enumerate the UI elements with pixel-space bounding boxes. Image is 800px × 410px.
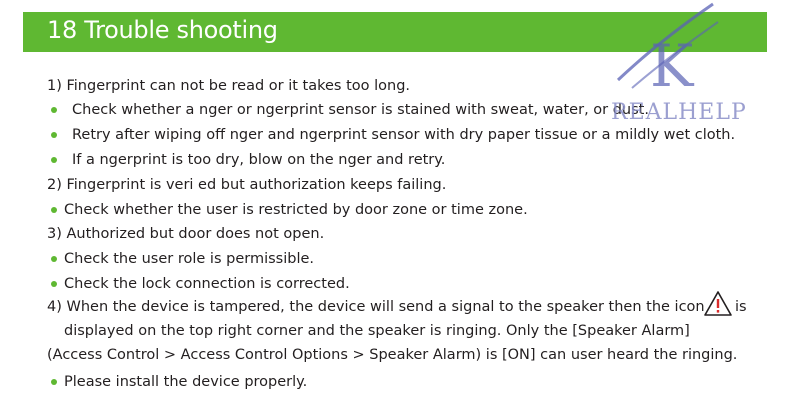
bullet-2-1 <box>51 207 57 213</box>
bullet-1-2 <box>51 132 57 138</box>
watermark-text: REALHELP <box>611 100 747 125</box>
solution-1-2: Retry after wiping off nger and ngerprint sensor with dry paper tissue or a mildly wet cloth. <box>72 127 736 143</box>
problem-4-cont: displayed on the top right corner and the speaker is ringing. Only the [Speaker Alarm] <box>64 323 690 339</box>
bullet-3-1 <box>51 256 57 262</box>
solution-4-1: Please install the device properly. <box>64 374 308 390</box>
solution-1-3: If a ngerprint is too dry, blow on the nger and retry. <box>72 152 446 168</box>
problem-4-suffix: is <box>735 299 747 315</box>
solution-1-1: Check whether a nger or ngerprint sensor is stained with sweat, water, or dust. <box>72 102 649 118</box>
section-title: 18 Trouble shooting <box>47 16 278 44</box>
problem-4: 4) When the device is tampered, the device will send a signal to the speaker then the icon <box>47 299 705 315</box>
bullet-3-2 <box>51 281 57 287</box>
bullet-1-3 <box>51 157 57 163</box>
problem-1: 1) Fingerprint can not be read or it takes too long. <box>47 78 411 94</box>
bullet-1-1 <box>51 107 57 113</box>
problem-4-cont-2: (Access Control > Access Control Options > Speaker Alarm) is [ON] can user heard the ringing. <box>47 347 738 363</box>
warning-triangle-icon <box>703 290 733 318</box>
problem-3: 3) Authorized but door does not open. <box>47 226 325 242</box>
problem-2: 2) Fingerprint is veri ed but authorization keeps failing. <box>47 177 447 193</box>
bullet-4-1 <box>51 379 57 385</box>
solution-2-1: Check whether the user is restricted by door zone or time zone. <box>64 202 528 218</box>
solution-3-2: Check the lock connection is corrected. <box>64 276 350 292</box>
svg-text:K: K <box>650 32 694 100</box>
solution-3-1: Check the user role is permissible. <box>64 251 315 267</box>
